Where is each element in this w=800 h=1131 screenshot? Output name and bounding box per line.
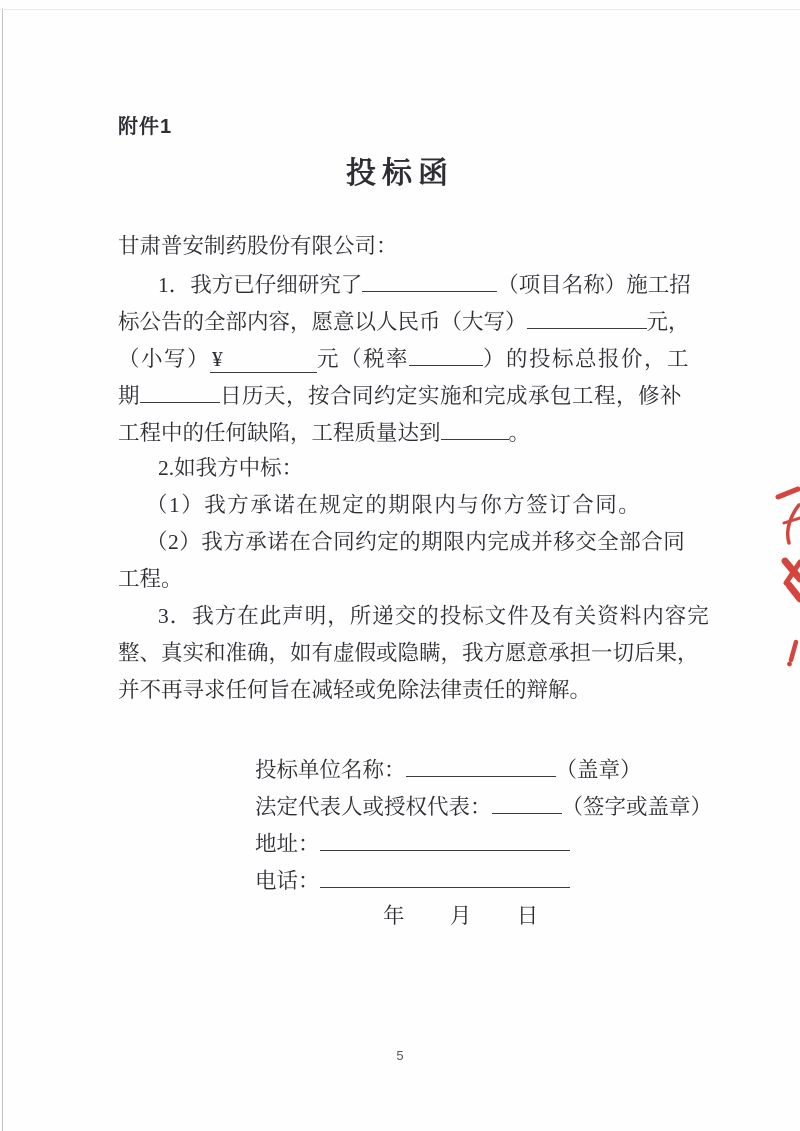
body-line: [118, 302, 694, 339]
address-label: 地址：: [255, 832, 320, 856]
p1-l1-post: （项目名称）施工招: [497, 273, 691, 297]
blank-duration-days: [140, 376, 220, 403]
company-name-label: 投标单位名称：: [255, 758, 406, 782]
blank-project-name: [362, 265, 497, 292]
p1-l3-s3: ）的投标总报价，工: [483, 347, 691, 371]
blank-quality-standard: [441, 413, 509, 440]
body-line: [118, 376, 694, 413]
p1-l4-pre: 期: [118, 384, 141, 408]
date-line: 年 月 日: [383, 904, 539, 928]
p2-item2-line2: 工程。: [118, 567, 183, 591]
stamp-note: （盖章）: [555, 758, 642, 782]
body-line: [118, 598, 710, 635]
p3-line1: 3．我方在此声明，所递交的投标文件及有关资料内容完: [158, 604, 710, 628]
p3-line2: 整、真实和准确，如有虚假或隐瞒，我方愿意承担一切后果，: [118, 641, 699, 665]
signature-address-line: [255, 824, 712, 861]
p1-l3-s2: 元（税率: [317, 347, 410, 371]
blank-amount-words: [527, 302, 647, 329]
body-line: [118, 487, 694, 524]
body-line: [118, 524, 694, 561]
body-line: [118, 413, 694, 450]
signature-company-line: [255, 750, 712, 787]
body-line: [118, 635, 699, 672]
salutation-text: 甘肃普安制药股份有限公司：: [118, 234, 398, 258]
currency-symbol: ¥: [212, 347, 225, 371]
p1-l2-post: 元，: [646, 310, 690, 334]
p1-l1-pre: 1．我方已仔细研究了: [158, 273, 363, 297]
p1-l5-post: 。: [508, 421, 531, 445]
body-line: [118, 561, 694, 598]
attachment-label: 附件1: [118, 116, 173, 138]
red-ink-marks: [750, 480, 800, 680]
blank-phone: [320, 861, 570, 888]
signature-block: [255, 750, 712, 935]
document-title: 投标函: [346, 157, 454, 190]
p1-l4-post: 日历天，按合同约定实施和完成承包工程，修补: [220, 384, 683, 408]
salutation: [118, 228, 694, 265]
phone-label: 电话：: [255, 869, 320, 893]
body-line: [118, 672, 694, 709]
blank-tax-rate: [409, 339, 483, 366]
body-line: [118, 339, 694, 376]
blank-company-name: [406, 750, 556, 777]
blank-address: [320, 824, 570, 851]
p3-line3: 并不再寻求任何旨在减轻或免除法律责任的辩解。: [118, 678, 592, 702]
body-line: [118, 450, 694, 487]
blank-amount-figures: [210, 346, 317, 373]
signature-rep-line: [255, 787, 712, 824]
page-number: 5: [396, 1048, 404, 1063]
signature-phone-line: [255, 861, 712, 898]
legal-rep-label: 法定代表人或授权代表：: [255, 795, 492, 819]
blank-rep-signature: [492, 787, 562, 814]
p1-l2-pre: 标公告的全部内容，愿意以人民币（大写）: [118, 310, 527, 334]
p1-l3-s1: （小写）: [118, 347, 211, 371]
letter-body: [118, 228, 710, 709]
body-line: [118, 265, 694, 302]
p2-item1: （1）我方承诺在规定的期限内与你方签订合同。: [146, 493, 642, 517]
p2-heading: 2.如我方中标：: [158, 456, 304, 480]
scan-edge-top: [0, 9, 800, 10]
sign-or-stamp-note: （签字或盖章）: [561, 795, 713, 819]
p2-item2-line1: （2）我方承诺在合同约定的期限内完成并移交全部合同: [146, 530, 686, 554]
p1-l5-pre: 工程中的任何缺陷，工程质量达到: [118, 421, 441, 445]
